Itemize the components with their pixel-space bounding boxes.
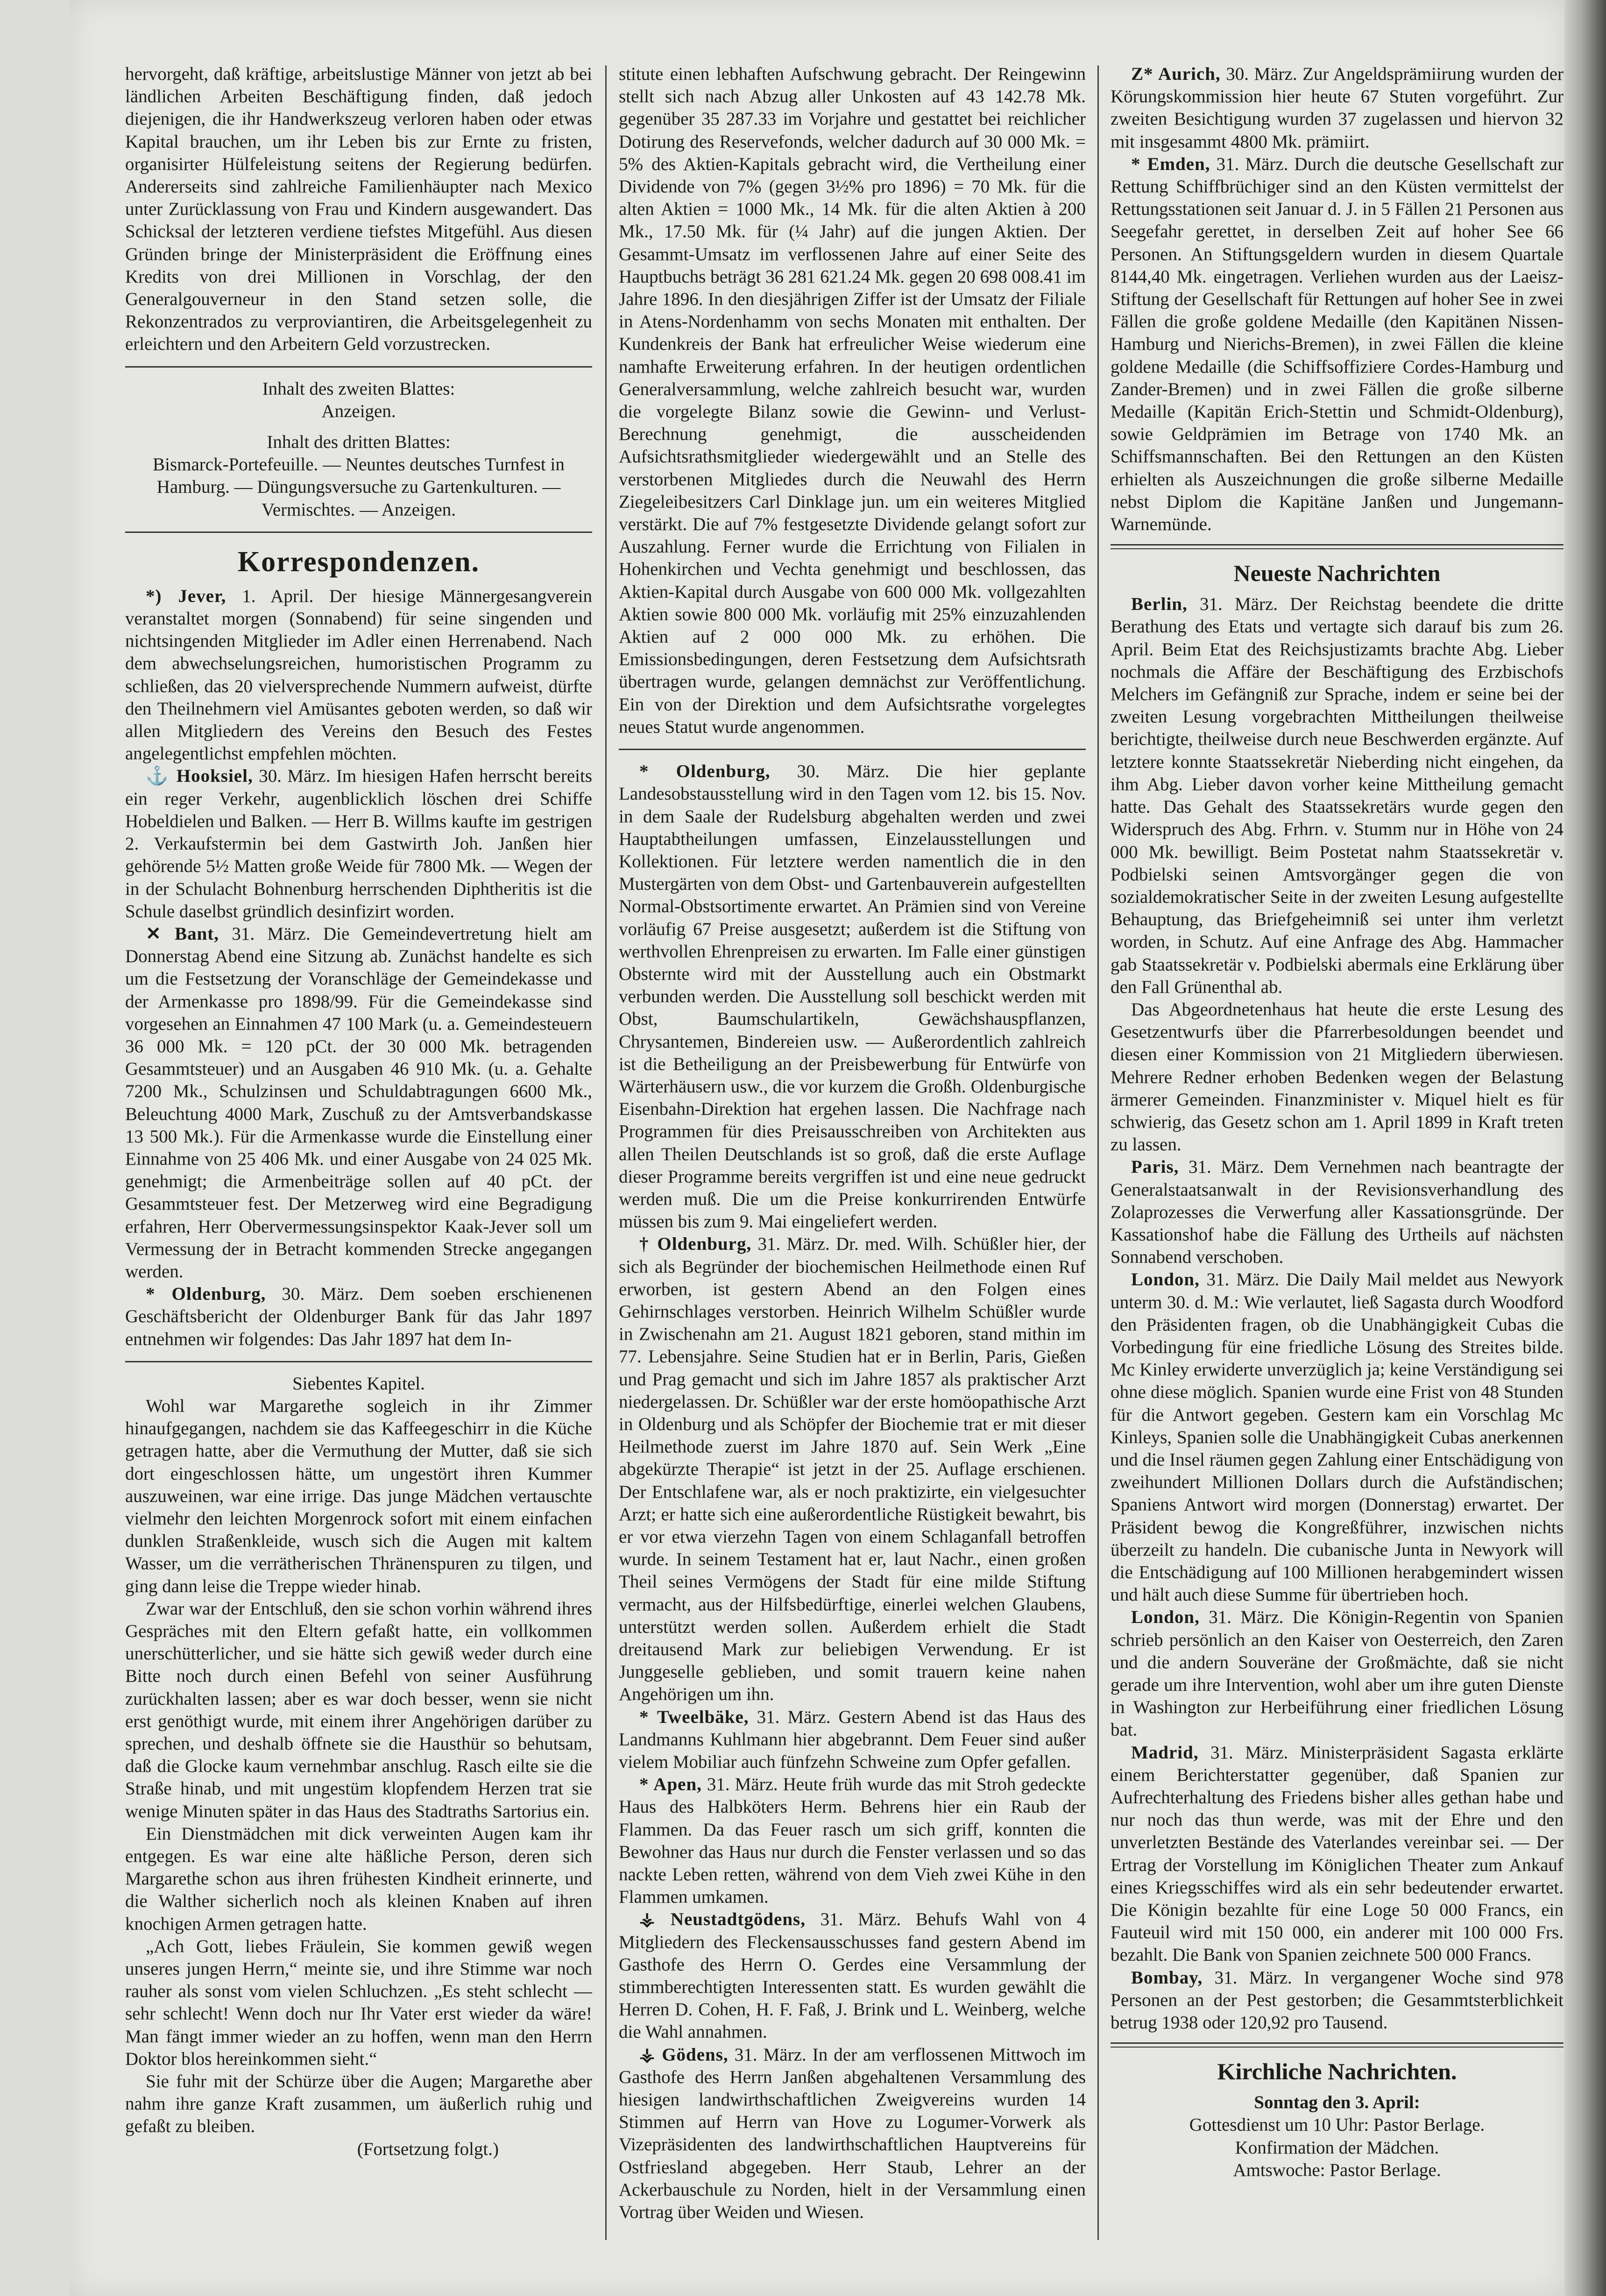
article-dateline: *) Jever, — [146, 586, 226, 606]
church-line: Konfirmation der Mädchen. — [1235, 2137, 1439, 2158]
feuilleton-paragraph: „Ach Gott, liebes Fräulein, Sie kommen gewiß wegen unseres jungen Herrn,“ meinte sie, und ihre Stimme war noch rauher als sonst vom vielen Schluchzen. „Es steht schlecht — sehr schlecht! Wenn doch nur Ihr Vater erst wieder da wäre! Man fängt immer wieder an zu hoffen, wenn man den Herrn Doktor blos hereinkommen sieht.“ — [125, 1936, 592, 2069]
article — [1111, 1606, 1564, 1741]
article-text: 31. März. Dr. med. Wilh. Schüßler hier, der sich als Begründer der biochemischen Heilmethode einen Ruf erworben, ist gestern Abend an den Folgen eines Gehirnschlages verstorben. Heinrich Wilhelm Schüßler wurde in Zwischenahn am 21. August 1821 geboren, stand mithin im 77. Lebensjahre. Seine Studien hat er in Berlin, Paris, Gießen und Prag gemacht und sich im Jahre 1857 als praktischer Arzt niedergelassen. Dr. Schüßler war der erste homöopathische Arzt in Oldenburg und als Schöpfer der Biochemie trat er mit dieser Heilmethode zuerst im Jahre 1870 auf. Sein Werk „Eine abgekürzte Therapie“ ist jetzt in der 25. Auflage erschienen. Der Entschlafene war, als er noch praktizirte, ein vielgesuchter Arzt; er hatte sich eine außerordentliche Rüstigkeit bewahrt, bis er vor etwa vierzehn Tagen von einem Schlaganfall betroffen wurde. In seinem Testament hat er, laut Nachr., einen großen Theil seines Vermögens der Stadt für eine milde Stiftung vermacht, aus der Hilfsbedürftige, einerlei welchen Glaubens, unterstützt werden sollen. Außerdem erhielt die Stadt dreitausend Mark zur beliebigen Verwendung. Er ist Junggeselle geblieben, und somit trauern keine nahen Angehörigen um ihn. — [619, 1234, 1086, 1705]
article — [1111, 1967, 1564, 2034]
article-dateline: ⚶ Neustadtgödens, — [639, 1909, 806, 1930]
column-1 — [125, 63, 592, 2240]
section-title-korrespondenzen: Korrespondenzen. — [237, 546, 480, 578]
article — [1111, 63, 1564, 153]
article-text: Das Abgeordnetenhaus hat heute die erste Lesung des Gesetzentwurfs über die Pfarrerbesoldungen beendet und diesen einer Kommission von 21 Mitgliedern überwiesen. Mehrere Redner erhoben Bedenken wegen der Belastung ärmerer Gemeinden. Finanzminister v. Miquel hielt es für schwierig, das Gesetz schon am 1. April 1899 in Kraft treten zu lassen. — [1111, 999, 1564, 1155]
article-dateline: Berlin, — [1131, 594, 1188, 615]
article — [1111, 999, 1564, 1156]
contents-3-title: Inhalt des dritten Blattes: — [267, 432, 451, 453]
divider — [125, 1361, 592, 1362]
divider — [1111, 544, 1564, 549]
feuilleton-paragraph: Zwar war der Entschluß, den sie schon vorhin während ihres Gespräches mit den Eltern gefaßt hatte, ein vollkommen unerschütterlicher, und sie hätte sich gewiß weder durch eine Bitte noch durch einen Befehl von seiner Ausführung zurückhalten lassen; aber es war doch besser, wenn sie nicht erst genöthigt wurde, mit einem ihrer Angehörigen darüber zu sprechen, und deshalb öffnete sie die Hausthür so behutsam, daß die Glocke kaum vernehmbar anschlug. Rasch eilte sie die Straße hinab, und mit ungestüm klopfendem Herzen trat sie wenige Minuten später in das Haus des Stadtraths Sartorius ein. — [125, 1598, 592, 1821]
column-3 — [1111, 63, 1564, 2240]
article-list — [1111, 63, 1564, 536]
feuilleton-paragraph: Wohl war Margarethe sogleich in ihr Zimmer hinaufgegangen, nachdem sie das Kaffeegeschirr in die Küche getragen hatte, aber die Vermuthung der Mutter, daß sie sich dort eingeschlossen hätte, um ungestört ihren Kummer auszuweinen, war eine irrige. Das junge Mädchen vertauschte vielmehr den leichten Morgenrock sofort mit einem einfachen dunklen Straßenkleide, wusch sich die Augen mit kaltem Wasser, um die verrätherischen Thränenspuren zu tilgen, und ging dann leise die Treppe wieder hinab. — [125, 1396, 592, 1596]
article — [1111, 593, 1564, 999]
article-dateline: ⚶ Gödens, — [639, 2044, 729, 2065]
divider — [619, 749, 1086, 750]
news-list — [1111, 593, 1564, 2034]
article — [1111, 1156, 1564, 1268]
article — [125, 585, 592, 765]
article-dateline: ✕ Bant, — [146, 923, 219, 944]
article-dateline: * Apen, — [639, 1774, 702, 1795]
column-rule — [605, 65, 607, 2240]
church-notices — [1111, 2091, 1564, 2182]
section-title-kirchliche-nachrichten: Kirchliche Nachrichten. — [1217, 2058, 1457, 2085]
feuilleton-text — [125, 1395, 592, 2138]
article-text: 31. März. Die Königin-Regentin von Spanien schrieb persönlich an den Kaiser von Oesterreich, den Zaren und die andern Souveräne der Großmächte, daß sie nicht gerade um ihre Intervention, wohl aber um ihre guten Dienste in Washington zur Herbeiführung einer friedlichen Lösung bat. — [1111, 1607, 1564, 1740]
article-text: 31. März. Dem Vernehmen nach beantragte der Generalstaatsanwalt in der Revisionsverhandlung des Zolaprozesses die Verwerfung aller Kassationsgründe. Der Kassationshof habe die Fällung des Urtheils auf nächsten Sonnabend verschoben. — [1111, 1157, 1564, 1268]
article-dateline: * Tweelbäke, — [639, 1707, 749, 1727]
contents-3-body: Bismarck-Portefeuille. — Neuntes deutsches Turnfest in Hamburg. — Düngungsversuche zu Gartenkulturen. — Vermischtes. — Anzeigen. — [153, 454, 565, 520]
article-text: 31. März. Die Gemeindevertretung hielt am Donnerstag Abend eine Sitzung ab. Zunächst handelte es sich um die Festsetzung der Voranschläge der Gemeindekasse und der Armenkasse pro 1898/99. Für die Gemeindekasse sind vorgesehen an Einnahmen 47 100 Mark (u. a. Gemeindesteuern 36 000 Mk. = 120 pCt. der 30 000 Mk. betragenden Gesammtsteuer) und an Ausgaben 46 910 Mk. (u. a. Gehalte 7200 Mk., Schulzinsen und Schuldabtragungen 6600 Mk., Beleuchtung 4000 Mark, Zuschuß zu der Amtsverbandskasse 13 500 Mk.). Für die Armenkasse wurde die Einstellung einer Einnahme von 25 406 Mk. und einer Ausgabe von 24 025 Mk. genehmigt; die Armenbeiträge sollen auf 40 pCt. der Gesammtsteuer fest. Der Metzerweg wird eine Begradigung erfahren, Herr Obervermessungsinspektor Kaak-Jever soll um Vermessung der in Betracht kommenden Strecke angegangen werden. — [125, 923, 592, 1282]
church-line: Amtswoche: Pastor Berlage. — [1233, 2160, 1441, 2180]
article-text: 30. März. Dem soeben erschienenen Geschäftsbericht der Oldenburger Bank für das Jahr 1897 entnehmen wir folgendes: Das Jahr 1897 hat dem In- — [125, 1284, 592, 1349]
church-line: Sonntag den 3. April: — [1254, 2092, 1420, 2113]
article-dateline: * Oldenburg, — [639, 761, 771, 782]
divider — [1111, 2042, 1564, 2048]
article-dateline: * Oldenburg, — [146, 1284, 266, 1304]
article-dateline: Z* Aurich, — [1131, 64, 1221, 84]
contents-2-title: Inhalt des zweiten Blattes: — [262, 378, 455, 399]
column-2 — [619, 63, 1086, 2240]
church-line: Gottesdienst um 10 Uhr: Pastor Berlage. — [1189, 2115, 1485, 2135]
article-text: 31. März. Behufs Wahl von 4 Mitgliedern des Fleckensausschusses fand gestern Abend im Gasthofe des Herrn O. Gerdes eine Versammlung der stimmberechtigten Interessenten statt. Es wurden gewählt die Herren D. Cohen, H. F. Faß, J. Brink und L. Weinberg, welche die Wahl annahmen. — [619, 1909, 1086, 2042]
article-text: 31. März. Der Reichstag beendete die dritte Berathung des Etats und vertagte sich darauf bis zum 26. April. Beim Etat des Reichsjustizamts brachte Abg. Lieber nochmals die Affäre der Beschäftigung des Erzbischofs Melchers im Gefängniß zur Sprache, indem er seine bei der zweiten Lesung vorgebrachten Mittheilungen theilweise berichtigte, theilweise durch neue Beschwerden ergänzte. Auf letztere konnte Staatssekretär Nieberding nicht eingehen, da ihm Abg. Lieber davon vorher keine Mittheilung gemacht hatte. Das Gehalt des Staatssekretärs wurde gegen den Widerspruch des Abg. Frhrn. v. Stumm nur in Höhe von 24 000 Mk. bewilligt. Beim Postetat nahm Staatssekretär v. Podbielski seinen Amtsvorgänger gegen die von sozialdemokratischer Seite in der zweiten Lesung aufgestellte Behauptung, das Briefgeheimniß sei unter ihm verletzt worden, in Schutz. Auf eine Anfrage des Abg. Hammacher gab Staatssekretär v. Podbielski abermals eine Erklärung über den Fall Grünenthal ab. — [1111, 594, 1564, 997]
article — [1111, 1268, 1564, 1606]
article-text: 30. März. Zur Angeldsprämiirung wurden der Körungskommission hier heute 67 Stuten vorgeführt. Zur zweiten Besichtigung wurden 37 zugelassen und hiervon 32 mit insgesammt 4800 Mk. prämiirt. — [1111, 64, 1564, 152]
article-dateline: ⚓ Hooksiel, — [146, 766, 253, 787]
article-dateline: London, — [1131, 1269, 1200, 1290]
article-text: 31. März. Gestern Abend ist das Haus des Landmanns Kuhlmann hier abgebrannt. Dem Feuer sind außer vielem Mobiliar auch fünfzehn Schweine zum Opfer gefallen. — [619, 1707, 1086, 1772]
article — [125, 923, 592, 1283]
divider — [125, 366, 592, 368]
article-text: 30. März. Im hiesigen Hafen herrscht bereits ein reger Verkehr, augenblicklich löschen drei Schiffe Hobeldielen und Balken. — Herr B. Willms kaufte im gestrigen 2. Verkaufstermin bei dem Gastwirth Joh. Janßen hier gehörende 5½ Matten große Weide für 7800 Mk. — Wegen der in der Schulacht Bohnenburg herrschenden Diphtheritis ist die Schule daselbst gründlich desinfizirt worden. — [125, 766, 592, 921]
article-text: 31. März. Ministerpräsident Sagasta erklärte einem Berichterstatter gegenüber, daß Spanien zur Aufrechterhaltung des Friedens bisher alles gethan habe und nur noch das thun werde, was mit der Ehre und den unverletzten Bestände des Vaterlandes vereinbar sei. — Der Ertrag der Vorstellung im Königlichen Theater zum Ankauf eines Kriegsschiffes wird als ein sehr bedeutender erwartet. Die Königin bezahlte für eine Loge 50 000 Francs, ein Fauteuil wird mit 150 000, ein anderer mit 100 000 Frs. bezahlt. Die Bank von Spanien zeichnete 500 000 Francs. — [1111, 1742, 1564, 1965]
article-text: 1. April. Der hiesige Männergesangverein veranstaltet morgen (Sonnabend) für seine singenden und nichtsingenden Mitglieder im Adler einen Herrenabend. Nach dem abwechselungsreichen, humoristischen Programm zu schließen, das 20 vielversprechende Nummern aufweist, dürfte den Theilnehmern viel Amüsantes geboten werden, so daß wir allen Mitgliedern des Vereins den Besuch des Festes angelegentlichst empfehlen möchten. — [125, 586, 592, 764]
article — [619, 2044, 1086, 2224]
contents-2-body: Anzeigen. — [321, 401, 396, 421]
continuation-paragraph: stitute einen lebhaften Aufschwung gebracht. Der Reingewinn stellt sich nach Abzug aller Unkosten auf 43 142.78 Mk. gegenüber 35 287.33 im Vorjahre und gestattet bei reichlicher Dotirung des Reservefonds, welcher dadurch auf 30 000 Mk. = 5% des Aktien-Kapitals gebracht wird, die Vertheilung einer Dividende von 7% (gegen 3½% pro 1896) = 70 Mk. für die alten Aktien = 1000 Mk., 14 Mk. für die alten Aktien à 200 Mk., 17.50 Mk. für (¼ Jahr) auf die jungen Aktien. Der Gesammt-Umsatz im verflossenen Jahre auf einer Seite des Hauptbuchs beträgt 36 281 621.24 Mk. gegen 20 698 008.41 im Jahre 1896. In den diesjährigen Ziffer ist der Umsatz der Filiale in Atens-Nordenhamm von sechs Monaten mit enthalten. Der Kundenkreis der Bank hat erfreulicher Weise wiederum eine namhafte Erweiterung erfahren. In der heutigen ordentlichen Generalversammlung, welche zahlreich besucht war, wurden die vorgelegte Bilanz sowie die Gewinn- und Verlust-Berechnung genehmigt, die ausscheidenden Aufsichtsrathsmitglieder wiedergewählt und an Stelle des verstorbenen Mitgliedes durch die Neuwahl des Herrn Ziegeleibesitzers Carl Dinklage jun. um ein weiteres Mitglied verstärkt. Die auf 7% festgesetzte Dividende gelangt sofort zur Auszahlung. Ferner wurde die Errichtung von Filialen in Hohenkirchen und Vechta genehmigt und beschlossen, das Aktien-Kapital durch Ausgabe von 600 000 Mk. vollgezahlten Aktien sowie 800 000 Mk. vorläufig mit 25% einzuzahlenden Aktien auf 2 000 000 Mk. zu erhöhen. Die Emissionsbedingungen, deren Festsetzung dem Aufsichtsrath übertragen wurde, gelangen demnächst zur Veröffentlichung. Ein von der Direktion und dem Aufsichtsrathe vorgelegtes neues Statut wurde angenommen. — [619, 64, 1086, 737]
article — [619, 1908, 1086, 2043]
feuilleton-paragraph: Sie fuhr mit der Schürze über die Augen; Margarethe aber nahm ihre ganze Kraft zusammen, um äußerlich ruhig und gefaßt zu bleiben. — [125, 2071, 592, 2137]
article-text: 31. März. Die Daily Mail meldet aus Newyork unterm 30. d. M.: Wie verlautet, ließ Sagasta durch Woodford den Präsidenten fragen, ob die Unabhängigkeit Cubas die Vorbedingung für eine friedliche Lösung des Streites bilde. Mc Kinley erwiderte unverzüglich ja; keine Verständigung sei ohne diese möglich. Spanien wurde eine Frist von 48 Stunden für die Antwort gegeben. Gestern kam ein Vorschlag Mc Kinleys, Spanien solle die Unabhängigkeit Cubas anerkennen und die Insel räumen gegen Zahlung einer Entschädigung von zweihundert Millionen Dollars durch die Aufständischen; Spaniens Antwort wird morgen (Donnerstag) erwartet. Der Präsident bewog die Kongreßführer, inzwischen nichts überzeilt zu handeln. Die cubanische Junta in Newyork will die Entschädigung auf 100 Millionen herabgemindert wissen und hält auch diese Summe für übertrieben hoch. — [1111, 1269, 1564, 1605]
article — [125, 765, 592, 922]
article — [1111, 1742, 1564, 1967]
page-edge — [1564, 0, 1606, 2296]
divider — [125, 531, 592, 533]
fortsetzung-note: (Fortsetzung folgt.) — [357, 2139, 499, 2159]
section-title-neueste-nachrichten: Neueste Nachrichten — [1233, 560, 1441, 587]
article-text: 31. März. In der am verflossenen Mittwoch im Gasthofe des Herrn Janßen abgehaltenen Versammlung des hiesigen landwirthschaftlichen Zweigvereins wurden 14 Stimmen auf Herrn van Hove zu Logumer-Vorwerk als Vizepräsidenten des landwirthschaftlichen Hauptvereins für Ostfriesland abgegeben. Herr Staub, Lehrer an der Ackerbauschule zu Norden, hielt in der Versammlung einen Vortrag über Weiden und Wiesen. — [619, 2044, 1086, 2223]
article-list — [619, 760, 1086, 2224]
article — [619, 1773, 1086, 1908]
column-rule — [1097, 65, 1099, 2240]
article-list — [125, 585, 592, 1351]
article — [619, 1706, 1086, 1774]
intro-paragraph: hervorgeht, daß kräftige, arbeitslustige Männer von jetzt ab bei ländlichen Arbeiten Beschäftigung finden, daß jedoch diejenigen, die ihr Handwerkszeug verloren haben oder etwas Kapital brauchen, um ihr Leben bis zur Ernte zu fristen, organisirter Hülfeleistung seitens der Regierung bedürfen. Andererseits sind zahlreiche Familienhäupter nach Mexico unter Zurücklassung von Frau und Kindern ausgewandert. Das Schicksal der letzteren verdiene tiefstes Mitgefühl. Aus diesen Gründen bringe der Ministerpräsident die Eröffnung eines Kredits von drei Millionen in Vorschlag, der den Generalgouverneur in den Stand setzen solle, die Rekonzentrados zu verproviantiren, die Arbeitsgelegenheit zu erleichtern und den Arbeitern Geld vorzustrecken. — [125, 64, 592, 354]
article-text: 30. März. Die hier geplante Landesobstausstellung wird in den Tagen vom 12. bis 15. Nov. in dem Saale der Rudelsburg abgehalten werden und zwei Hauptabtheilungen umfassen, Einzelausstellungen und Kollektionen. Für letztere werden namentlich die in den Mustergärten von dem Obst- und Gartenbauverein aufgestellten Normal-Obstsortimente erwartet. An Prämien sind von Vereine vorläufig 67 Preise ausgesetzt; außerdem ist die Stiftung von werthvollen Ehrenpreisen zu erwarten. Im Falle einer günstigen Obsternte wird mit der Ausstellung auch ein Obstmarkt verbunden werden. Die Ausstellung soll beschickt werden mit Obst, Baumschulartikeln, Gewächshauspflanzen, Chrysantemen, Bindereien usw. — Außerordentlich zahlreich ist die Betheiligung an der Preisbewerbung für Entwürfe von Wärterhäusern usw., die vor kurzem die Großh. Oldenburgische Eisenbahn-Direktion hat ergehen lassen. Die Nachfrage nach Programmen für dies Preisausschreiben von Architekten aus allen Theilen Deutschlands ist so groß, daß die erste Auflage dieser Programme bereits vergriffen ist und eine neue gedruckt werden muß. Die um die Preise konkurrirenden Entwürfe müssen bis zum 9. Mai eingeliefert werden. — [619, 761, 1086, 1232]
article — [1111, 153, 1564, 536]
article-text: 31. März. Durch die deutsche Gesellschaft zur Rettung Schiffbrüchiger sind an den Küsten vermittelst der Rettungsstationen seit Januar d. J. in 5 Fällen 21 Personen aus Seegefahr gerettet, in derselben Zeit auf hoher See 66 Personen. An Stiftungsgeldern wurden in diesem Quartale 8144,40 Mk. eingetragen. Verliehen wurden aus der Laeisz-Stiftung der Gesellschaft für Rettungen auf hoher See in zwei Fällen die große goldene Medaille (den Kapitänen Nissen-Hamburg und Nierichs-Bremen), in zwei Fällen die kleine goldene Medaille (die Schiffsoffiziere Cordes-Hamburg und Zander-Bremen) und in zwei Fällen die große silberne Medaille (Kapitän Erich-Stettin und Schmidt-Oldenburg), sowie Geldprämien im Betrage von 1740 Mk. an Schiffsmannschaften. Bei den Rettungen an den Küsten erhielten als Auszeichnungen die große silberne Medaille nebst Diplom die Kapitäne Janßen und Jungemann-Warnemünde. — [1111, 154, 1564, 535]
article — [619, 760, 1086, 1233]
feuilleton-title: Siebentes Kapitel. — [292, 1373, 425, 1394]
article-text: 31. März. In vergangener Woche sind 978 Personen an der Pest gestorben; die Gesammtsterblichkeit betrug 1938 oder 120,92 pro Tausend. — [1111, 1967, 1564, 2033]
article-dateline: Bombay, — [1131, 1967, 1203, 1988]
article-dateline: Paris, — [1131, 1157, 1179, 1177]
article-dateline: Madrid, — [1131, 1742, 1199, 1763]
contents-box — [125, 378, 592, 521]
article — [125, 1283, 592, 1351]
article-dateline: * Emden, — [1131, 154, 1210, 174]
article — [619, 1233, 1086, 1706]
article-text: 31. März. Heute früh wurde das mit Stroh gedeckte Haus des Halbköters Herm. Behrens hier ein Raub der Flammen. Da das Feuer rasch um sich griff, konnten die Bewohner das Haus nur durch die Fenster verlassen und so das nackte Leben retten, während von dem Vieh zwei Kühe in den Flammen umkamen. — [619, 1774, 1086, 1907]
article-dateline: † Oldenburg, — [639, 1234, 752, 1254]
feuilleton-paragraph: Ein Dienstmädchen mit dick verweinten Augen kam ihr entgegen. Es war eine alte häßliche Person, deren sich Margarethe schon aus ihren frühesten Kindheit erinnerte, und die Walther sicherlich noch als kleinen Knaben auf ihren knochigen Armen getragen hatte. — [125, 1823, 592, 1934]
article-dateline: London, — [1131, 1607, 1200, 1628]
